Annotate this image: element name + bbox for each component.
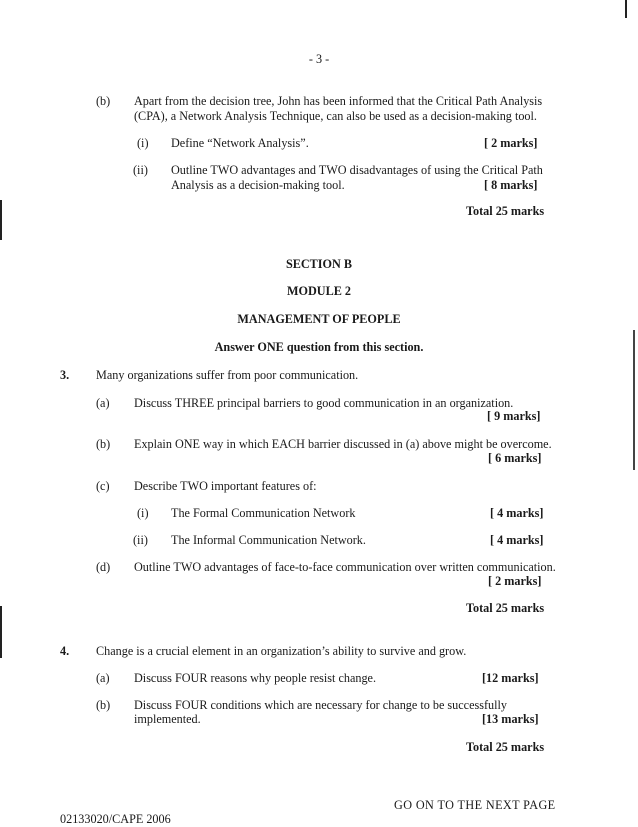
q3-d-marks: [ 2 marks]: [488, 574, 542, 588]
section-title: SECTION B: [285, 257, 353, 271]
module-number: MODULE 2: [287, 284, 351, 298]
part-b-ii-marks: [ 8 marks]: [484, 178, 538, 192]
q3-c-ii-text: The Informal Communication Network.: [171, 533, 366, 547]
part-b-text-line2: (CPA), a Network Analysis Technique, can also be used as a decision-making tool.: [134, 109, 537, 123]
q3-c-ii-marks: [ 4 marks]: [490, 533, 544, 547]
page-number: - 3 -: [308, 52, 330, 66]
scan-edge-top-right: [625, 0, 627, 18]
q4-b-text-line2: implemented.: [134, 712, 201, 726]
q3-d-text: Outline TWO advantages of face-to-face communication over written communication.: [134, 560, 556, 574]
q3-c-i-label: (i): [137, 506, 149, 520]
part-b-i-text: Define “Network Analysis”.: [171, 136, 309, 150]
q3-b-marks: [ 6 marks]: [488, 451, 542, 465]
q3-a-text: Discuss THREE principal barriers to good communication in an organization.: [134, 396, 514, 410]
q4-b-text-line1: Discuss FOUR conditions which are necessary for change to be successfully: [134, 698, 507, 712]
q3-c-text: Describe TWO important features of:: [134, 479, 317, 493]
q4-a-marks: [12 marks]: [482, 671, 539, 685]
q4-number: 4.: [60, 644, 70, 658]
q4-a-text: Discuss FOUR reasons why people resist change.: [134, 671, 377, 685]
section-instruction: Answer ONE question from this section.: [214, 340, 424, 354]
part-b-ii-text-line2: Analysis as a decision-making tool.: [171, 178, 345, 192]
q3-number: 3.: [60, 368, 70, 382]
q3-c-i-text: The Formal Communication Network: [171, 506, 356, 520]
part-b-ii-text-line1: Outline TWO advantages and TWO disadvantages of using the Critical Path: [171, 163, 543, 177]
q4-b-marks: [13 marks]: [482, 712, 539, 726]
total-marks-q4: Total 25 marks: [466, 740, 545, 754]
q3-c-ii-label: (ii): [133, 533, 148, 547]
part-b-i-marks: [ 2 marks]: [484, 136, 538, 150]
q3-b-text: Explain ONE way in which EACH barrier discussed in (a) above might be overcome.: [134, 437, 552, 451]
scan-edge-left-mark: [0, 200, 2, 240]
q4-stem: Change is a crucial element in an organization’s ability to survive and grow.: [96, 644, 467, 658]
go-on-next-page: GO ON TO THE NEXT PAGE: [394, 798, 556, 812]
q3-c-i-marks: [ 4 marks]: [490, 506, 544, 520]
q3-d-label: (d): [96, 560, 111, 574]
module-title: MANAGEMENT OF PEOPLE: [237, 312, 401, 326]
part-b-label: (b): [96, 94, 111, 108]
scan-edge-left-mark-2: [0, 606, 2, 658]
q4-b-label: (b): [96, 698, 111, 712]
part-b-ii-label: (ii): [133, 163, 148, 177]
q3-b-label: (b): [96, 437, 111, 451]
part-b-i-label: (i): [137, 136, 149, 150]
part-b-text-line1: Apart from the decision tree, John has been informed that the Critical Path Analysis: [134, 94, 543, 108]
q4-a-label: (a): [96, 671, 110, 685]
q3-c-label: (c): [96, 479, 110, 493]
q3-a-label: (a): [96, 396, 110, 410]
total-marks-q3: Total 25 marks: [466, 601, 545, 615]
total-marks-q2: Total 25 marks: [466, 204, 545, 218]
q3-stem: Many organizations suffer from poor communication.: [96, 368, 359, 382]
q3-a-marks: [ 9 marks]: [487, 409, 541, 423]
exam-code: 02133020/CAPE 2006: [60, 812, 171, 826]
